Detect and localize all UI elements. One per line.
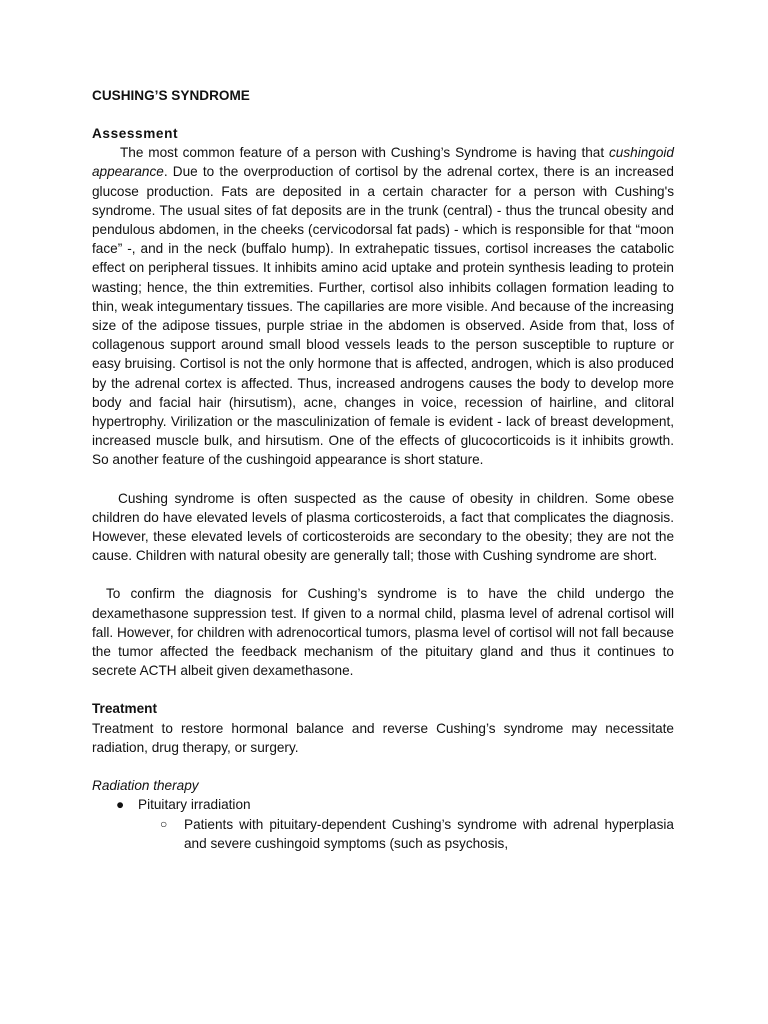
radiation-therapy-heading: Radiation therapy (92, 778, 199, 794)
assessment-paragraph-3: To confirm the diagnosis for Cushing’s syndrome is to have the child undergo the dexamethasone suppression test. If given to a normal child, plasma level of adrenal cortisol will fall. However, for children with adrenocortical tumors, plasma level of cortisol will not fall because the tumor affected the feedback mechanism of the pituitary gland and thus it continues to secrete ACTH albeit given dexamethasone. (92, 586, 674, 679)
sub-list-item-text: Patients with pituitary-dependent Cushing’s syndrome with adrenal hyperplasia and severe cushingoid symptoms (such as psychosis, (184, 816, 674, 851)
radiation-therapy-list (92, 795, 674, 853)
sub-list-item (136, 815, 674, 853)
bullet-circle-icon: ○ (160, 816, 168, 831)
assessment-paragraph-1-lead: The most common feature of a person with Cushing’s Syndrome is having that (120, 145, 609, 161)
assessment-paragraph-1-body: . Due to the overproduction of cortisol by the adrenal cortex, there is an increased glucose production. Fats are deposited in a certain character for a person with Cushing's syndrome. The usual sites of fat deposits are in the trunk (central) - thus the truncal obesity and pendulous abdomen, in the cheeks (cervicodorsal fat pads) - which is responsible for that “moon face” -, and in the neck (buffalo hump). In extrahepatic tissues, cortisol increases the catabolic effect on peripheral tissues. It inhibits amino acid uptake and protein synthesis leading to protein wasting; hence, the thin extremities. Further, cortisol also inhibits collagen formation leading to thin, weak integumentary tissues. The capillaries are more visible. And because of the increasing size of the adipose tissues, purple striae in the abdomen is observed. Aside from that, loss of collagenous support around small blood vessels leads to the person susceptible to rupture or easy bruising. Cortisol is not the only hormone that is affected, androgen, which is also produced by the adrenal cortex is affected. Thus, increased androgens causes the body to develop more body and facial hair (hirsutism), acne, changes in voice, recession of hairline, and clitoral hypertrophy. Virilization or the masculinization of female is evident - lack of breast development, increased muscle bulk, and hirsutism. One of the effects of glucocorticoids is it inhibits growth. So another feature of the cushingoid appearance is short stature. (92, 164, 674, 468)
document-title: CUSHING’S SYNDROME (92, 88, 250, 103)
list-item (92, 795, 674, 853)
assessment-paragraph-2: Cushing syndrome is often suspected as the cause of obesity in children. Some obese children do have elevated levels of plasma corticosteroids, a fact that complicates the diagnosis. However, these elevated levels of corticosteroids are secondary to the obesity; they are not the cause. Children with natural obesity are generally tall; those with Cushing syndrome are short. (92, 490, 674, 564)
cushingoid-appearance-term: cushingoid appearance (92, 145, 674, 180)
document-page (92, 86, 674, 853)
sub-list (138, 815, 674, 853)
bullet-dot-icon: ● (116, 797, 125, 813)
treatment-paragraph: Treatment to restore hormonal balance and reverse Cushing’s syndrome may necessitate radiation, drug therapy, or surgery. (92, 720, 674, 755)
assessment-paragraph-1 (92, 143, 674, 469)
assessment-heading: Assessment (92, 126, 179, 141)
treatment-heading: Treatment (92, 701, 157, 717)
list-item-label: Pituitary irradiation (138, 797, 251, 813)
